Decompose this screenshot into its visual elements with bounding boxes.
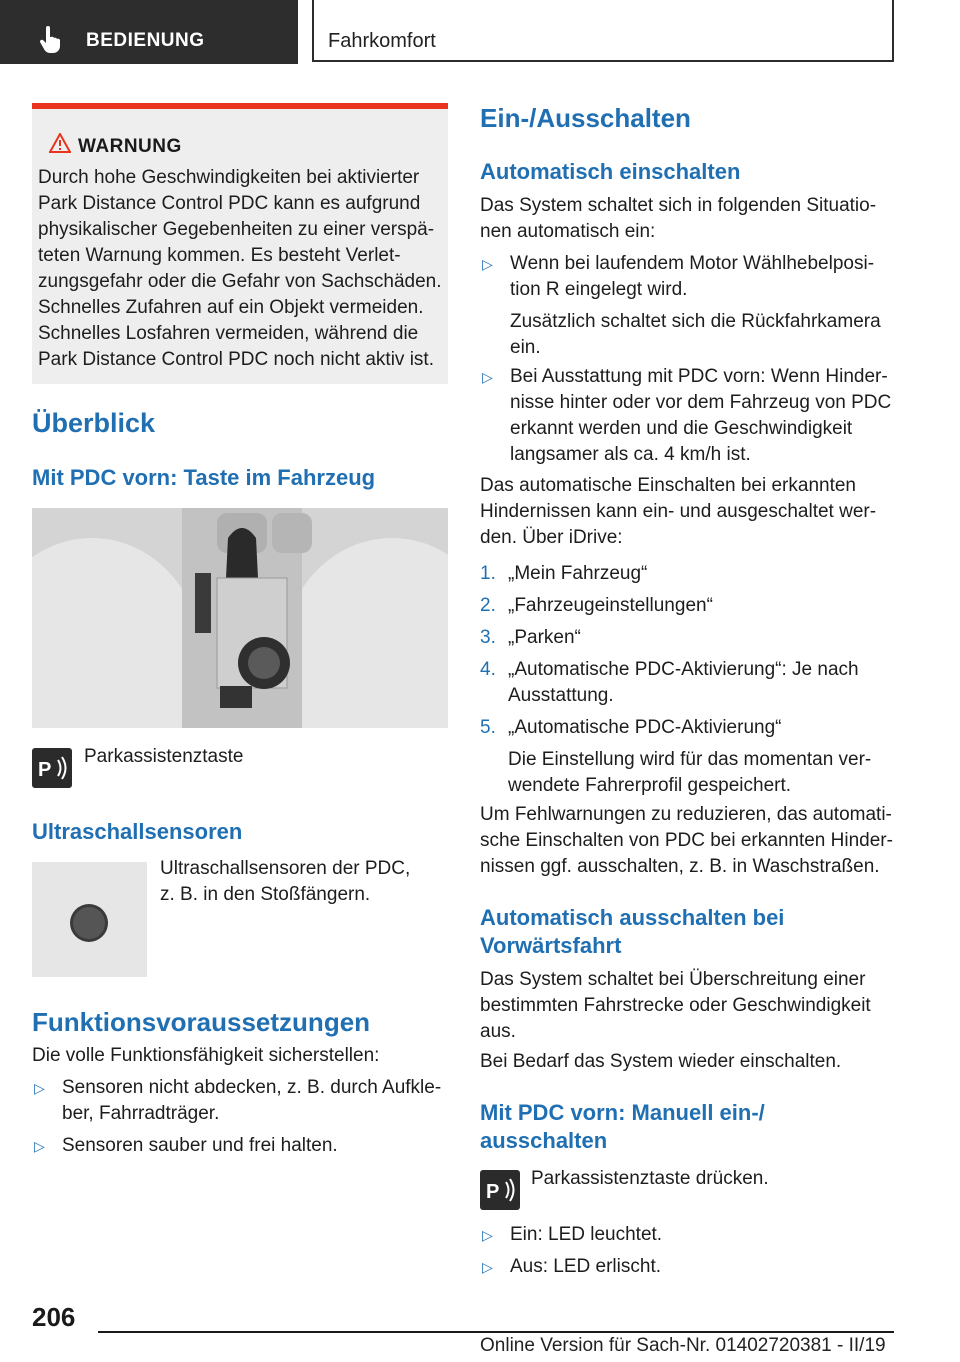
warning-triangle-icon xyxy=(49,133,71,153)
requirements-intro: Die volle Funktionsfähigkeit sicherstellen: xyxy=(32,1045,380,1066)
warning-line: Park Distance Control PDC noch nicht aktiv ist. xyxy=(38,349,434,370)
auto-on-intro xyxy=(480,193,876,245)
center-console-photo xyxy=(32,508,448,728)
bullet-triangle-icon: ▷ xyxy=(482,1227,493,1243)
step-text: „Mein Fahrzeug“ xyxy=(508,563,648,584)
paragraph-line: aus. xyxy=(480,1021,516,1042)
pdc-front-heading: Mit PDC vorn: Taste im Fahrzeug xyxy=(32,465,376,490)
paragraph-line: Hindernissen kann ein- und ausgeschaltet wer- xyxy=(480,501,877,522)
paragraph-line: den. Über iDrive: xyxy=(480,527,623,548)
heading-line: Mit PDC vorn: Manuell ein-/ xyxy=(480,1100,765,1125)
step-text: „Automatische PDC-Aktivierung“ xyxy=(508,717,782,738)
warning-line: teten Warnung kommen. Es besteht Verlet- xyxy=(38,245,401,266)
list-item-text: tion R eingelegt wird. xyxy=(510,279,688,300)
bullet-triangle-icon: ▷ xyxy=(34,1080,45,1096)
heading-line: ausschalten xyxy=(480,1128,608,1153)
ultrasonic-heading: Ultraschallsensoren xyxy=(32,819,243,844)
auto-off-heading xyxy=(480,904,784,960)
step-text: „Parken“ xyxy=(508,627,581,648)
step-item xyxy=(480,715,871,799)
park-assist-icon xyxy=(32,748,72,788)
section-tab xyxy=(0,0,298,64)
ultrasonic-text xyxy=(160,856,410,908)
step-text: „Automatische PDC-Aktivierung“: Je nach xyxy=(508,659,859,680)
auto-on-heading: Automatisch einschalten xyxy=(480,159,741,184)
warning-line: Schnelles Zufahren auf ein Objekt vermeiden. xyxy=(38,297,424,318)
warning-box xyxy=(32,103,448,384)
false-warning-paragraph xyxy=(480,802,893,880)
sensor-illustration xyxy=(32,862,147,977)
onoff-heading: Ein-/Ausschalten xyxy=(480,103,691,133)
svg-text:P: P xyxy=(38,759,52,781)
list-item-text: Wenn bei laufendem Motor Wählhebelposi- xyxy=(510,253,875,274)
bullet-triangle-icon: ▷ xyxy=(482,369,493,385)
svg-text:P: P xyxy=(486,1181,500,1203)
step-item xyxy=(480,625,581,651)
auto-paragraph xyxy=(480,473,876,551)
list-item-text: Zusätzlich schaltet sich die Rückfahrkamera xyxy=(510,311,881,332)
step-number: 2. xyxy=(480,595,496,616)
list-item-text: ber, Fahrradträger. xyxy=(62,1103,220,1124)
heading-line: Automatisch ausschalten bei xyxy=(480,905,785,930)
manual-heading xyxy=(480,1099,765,1155)
step-text: Ausstattung. xyxy=(508,685,614,706)
warning-line: Durch hohe Geschwindigkeiten bei aktivierter xyxy=(38,167,420,188)
list-item-text: erkannt werden und die Geschwindigkeit xyxy=(510,418,853,439)
paragraph-line: Das System schaltet bei Überschreitung einer xyxy=(480,969,866,990)
overview-heading: Überblick xyxy=(32,408,156,438)
list-item xyxy=(480,1254,661,1280)
footer-text: Online Version für Sach-Nr. 01402720381 - II/19 xyxy=(480,1335,886,1356)
center-console-illustration xyxy=(32,508,448,728)
list-item xyxy=(480,251,881,361)
list-item xyxy=(32,1133,338,1159)
step-number: 3. xyxy=(480,627,496,648)
warning-line: Schnelles Losfahren vermeiden, während die xyxy=(38,323,419,344)
bullet-triangle-icon: ▷ xyxy=(482,1259,493,1275)
paragraph-line: Das System schaltet sich in folgenden Situatio- xyxy=(480,195,877,216)
list-item-text: langsamer als ca. 4 km/h ist. xyxy=(510,444,751,465)
warning-text xyxy=(38,165,444,373)
paragraph-line: nissen ggf. ausschalten, z. B. in Waschstraßen. xyxy=(480,856,880,877)
step-text: Die Einstellung wird für das momentan ver- xyxy=(508,749,872,770)
step-number: 1. xyxy=(480,563,496,584)
list-item-text: Ein: LED leuchtet. xyxy=(510,1224,663,1245)
step-item xyxy=(480,657,859,709)
paragraph-line: bestimmten Fahrstrecke oder Geschwindigkeit xyxy=(480,995,871,1016)
step-item xyxy=(480,561,647,587)
warning-line: physikalischer Gegebenheiten zu einer verspä- xyxy=(38,219,435,240)
list-item-text: nisse hinter oder vor dem Fahrzeug von PDC xyxy=(510,392,892,413)
section-title: BEDIENUNG xyxy=(86,30,205,51)
step-text: wendete Fahrerprofil gespeichert. xyxy=(508,775,792,796)
step-number: 4. xyxy=(480,659,496,680)
bullet-triangle-icon: ▷ xyxy=(482,256,493,272)
park-assist-icon xyxy=(480,1170,520,1210)
step-number: 5. xyxy=(480,717,496,738)
bullet-triangle-icon: ▷ xyxy=(34,1138,45,1154)
chapter-title: Fahrkomfort xyxy=(328,30,436,52)
hand-pointer-icon xyxy=(38,26,62,54)
paragraph-line: Das automatische Einschalten bei erkannten xyxy=(480,475,857,496)
list-item xyxy=(480,1222,662,1248)
manual-caption: Parkassistenztaste drücken. xyxy=(531,1168,769,1189)
heading-line: Vorwärtsfahrt xyxy=(480,933,622,958)
park-assist-caption: Parkassistenztaste xyxy=(84,746,244,767)
paragraph-line: nen automatisch ein: xyxy=(480,221,656,242)
warning-line: zungsgefahr oder die Gefahr von Sachschäden. xyxy=(38,271,442,292)
step-item xyxy=(480,593,713,619)
list-item-text: Bei Ausstattung mit PDC vorn: Wenn Hinder- xyxy=(510,366,888,387)
list-item xyxy=(480,364,891,468)
warning-title: WARNUNG xyxy=(78,136,182,157)
step-text: „Fahrzeugeinstellungen“ xyxy=(508,595,713,616)
list-item-text: Sensoren sauber und frei halten. xyxy=(62,1135,338,1156)
auto-off-paragraph-2: Bei Bedarf das System wieder einschalten. xyxy=(480,1051,842,1072)
requirements-heading: Funktionsvoraussetzungen xyxy=(32,1007,371,1037)
page-number: 206 xyxy=(32,1302,76,1332)
chapter-tab xyxy=(312,0,894,62)
paragraph-line: Um Fehlwarnungen zu reduzieren, das automati- xyxy=(480,804,892,825)
footer-divider xyxy=(98,1331,894,1333)
auto-off-paragraph xyxy=(480,967,871,1045)
ultrasonic-line: Ultraschallsensoren der PDC, xyxy=(160,858,411,879)
ultrasonic-line: z. B. in den Stoßfängern. xyxy=(160,884,371,905)
warning-line: Park Distance Control PDC kann es aufgrund xyxy=(38,193,421,214)
list-item-text: ein. xyxy=(510,337,541,358)
list-item xyxy=(32,1075,441,1127)
list-item-text: Sensoren nicht abdecken, z. B. durch Aufkle- xyxy=(62,1077,442,1098)
list-item-text: Aus: LED erlischt. xyxy=(510,1256,661,1277)
paragraph-line: sche Einschalten von PDC bei erkannten Hinder- xyxy=(480,830,893,851)
sensor-photo xyxy=(32,862,147,977)
